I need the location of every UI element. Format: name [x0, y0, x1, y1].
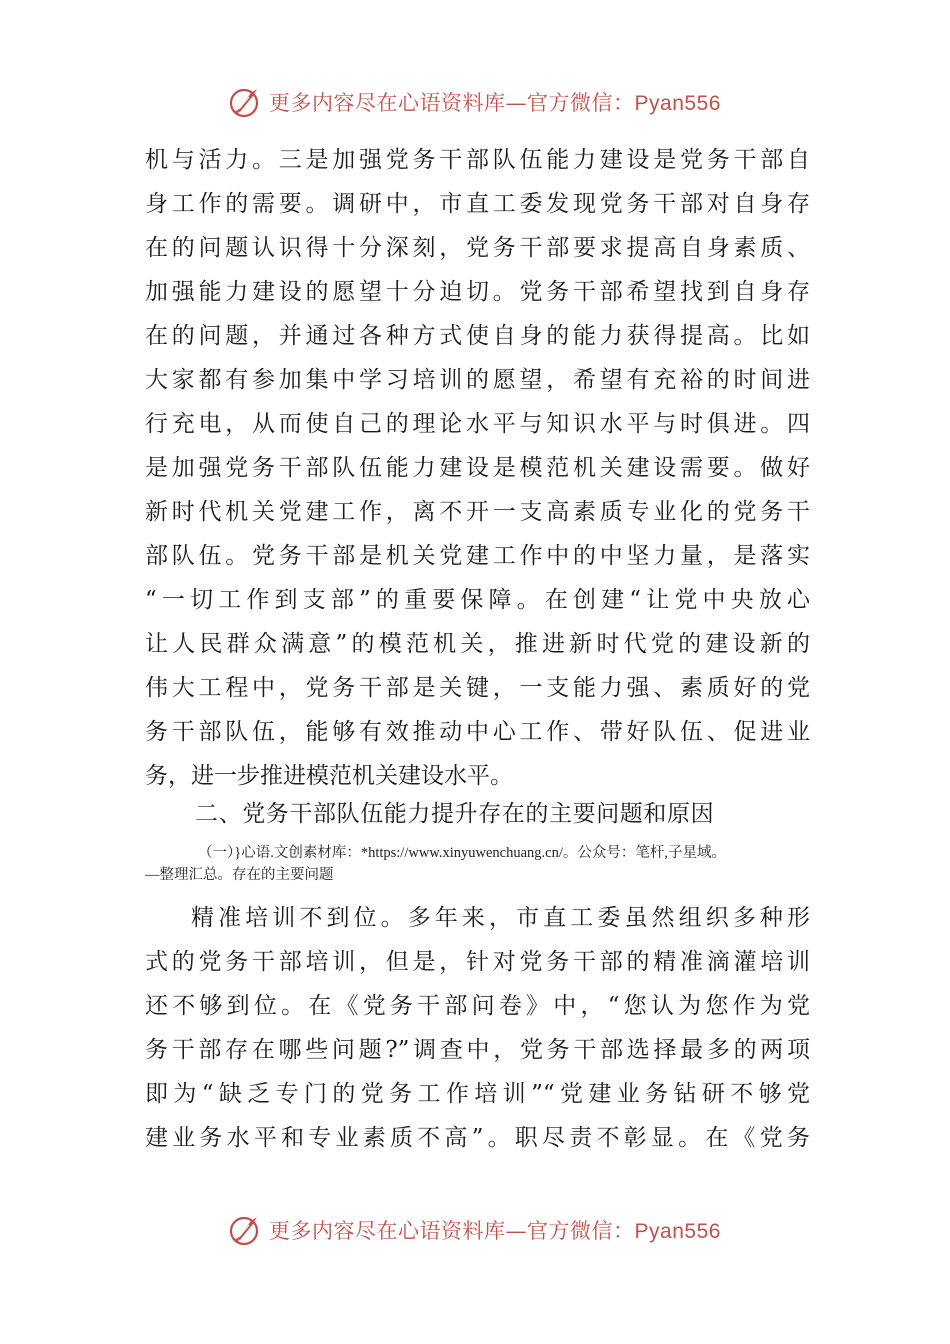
header-watermark	[0, 82, 950, 122]
paragraph-2	[145, 896, 810, 1160]
text-line: 部队伍。党务干部是机关党建工作中的中坚力量，是落实	[145, 543, 810, 569]
text-line: 加强能力建设的愿望十分迫切。党务干部希望找到自身存	[145, 279, 810, 305]
text-line: 务干部队伍，能够有效推动中心工作、带好队伍、促进业	[145, 719, 810, 745]
text-line: 在的问题，并通过各种方式使自身的能力获得提高。比如	[145, 323, 810, 349]
source-note	[145, 842, 815, 886]
section-heading: 二、党务干部队伍能力提升存在的主要问题和原因	[195, 801, 715, 827]
text-line: 式的党务干部培训，但是，针对党务干部的精准滴灌培训	[145, 949, 810, 975]
text-line: 还不够到位。在《党务干部问卷》中，“您认为您作为党	[145, 993, 810, 1019]
text-line: 精准培训不到位。多年来，市直工委虽然组织多种形	[191, 905, 810, 931]
text-line: 即为“缺乏专门的党务工作培训”“党建业务钻研不够党	[145, 1081, 810, 1107]
text-line: 建业务水平和专业素质不高”。职尽责不彰显。在《党务	[145, 1125, 810, 1151]
text-line: 在的问题认识得十分深刻，党务干部要求提高自身素质、	[145, 235, 810, 261]
text-line: 务，进一步推进模范机关建设水平。	[145, 763, 513, 789]
source-note-line-2: —整理汇总。存在的主要问题	[145, 867, 334, 883]
text-line: 新时代机关党建工作，离不开一支高素质专业化的党务干	[145, 499, 810, 525]
text-line: “一切工作到支部”的重要保障。在创建“让党中央放心	[145, 587, 810, 613]
text-line: 让人民群众满意”的模范机关，推进新时代党的建设新的	[145, 631, 810, 657]
text-line: 伟大工程中，党务干部是关键，一支能力强、素质好的党	[145, 675, 810, 701]
watermark-handle: Pyan556	[634, 92, 721, 115]
watermark-text: 更多内容尽在心语资料库—官方微信：Pyan556	[269, 91, 721, 115]
text-line: 机与活力。三是加强党务干部队伍能力建设是党务干部自	[145, 147, 810, 173]
text-line: 行充电，从而使自己的理论水平与知识水平与时俱进。四	[145, 411, 810, 437]
text-line: 大家都有参加集中学习培训的愿望，希望有充裕的时间进	[145, 367, 810, 393]
footer-watermark	[0, 1210, 950, 1250]
paragraph-1	[145, 138, 810, 798]
text-line: 务干部存在哪些问题?”调查中，党务干部选择最多的两项	[145, 1037, 810, 1063]
quill-logo-icon	[229, 1213, 263, 1247]
watermark-handle: Pyan556	[634, 1220, 721, 1243]
text-line: 是加强党务干部队伍能力建设是模范机关建设需要。做好	[145, 455, 810, 481]
watermark-text: 更多内容尽在心语资料库—官方微信：Pyan556	[269, 1219, 721, 1243]
source-note-line-1: （一）}心语.文创素材库：*https://www.xinyuwenchuang.cn/。公众号：笔杆,子星域。	[198, 845, 726, 861]
quill-logo-icon	[229, 85, 263, 119]
text-line: 身工作的需要。调研中，市直工委发现党务干部对自身存	[145, 191, 810, 217]
